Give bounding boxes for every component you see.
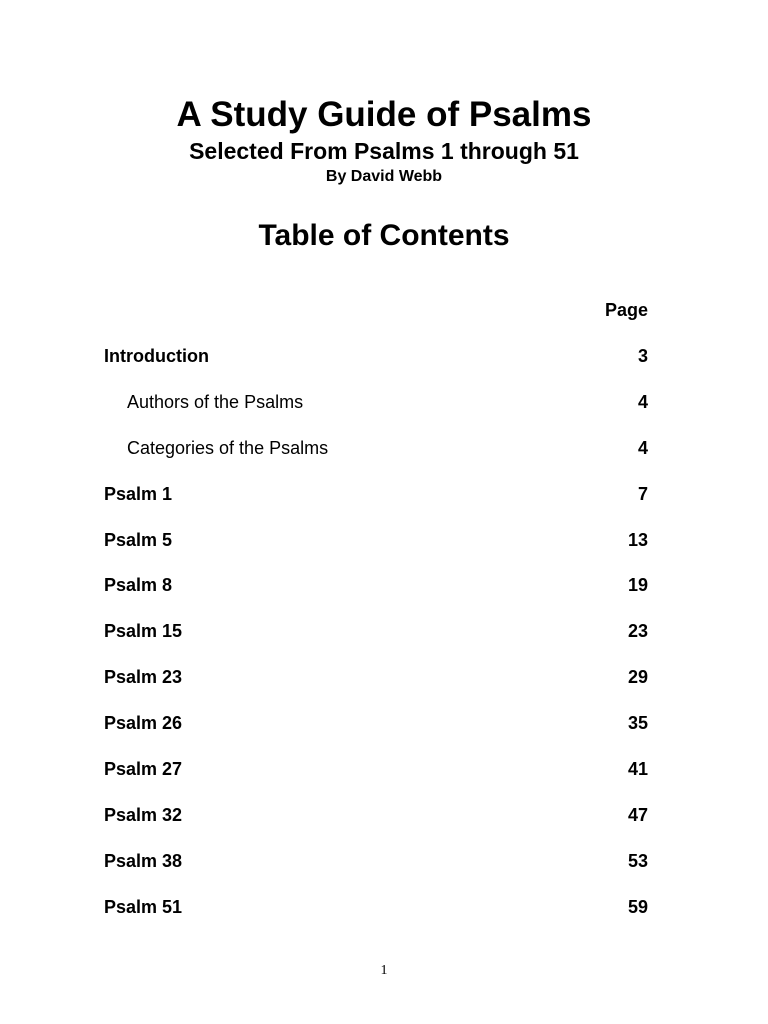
toc-entry	[0, 843, 768, 889]
toc-entry-page: 47	[627, 804, 648, 825]
toc-entry	[0, 659, 768, 705]
toc-entry	[0, 797, 768, 843]
toc-entry-label: Psalm 27	[104, 759, 183, 780]
page-column-header: Page	[604, 300, 648, 320]
toc-entry-label: Psalm 15	[104, 621, 183, 642]
toc-entry-page: 3	[637, 346, 648, 366]
toc-entry-page: 53	[627, 850, 648, 871]
toc-heading: Table of Contents	[258, 219, 510, 252]
toc-subentry	[0, 430, 768, 476]
document-subtitle: Selected From Psalms 1 through 51	[189, 138, 579, 164]
toc-entry	[0, 476, 768, 522]
toc-entry-label: Categories of the Psalms	[127, 437, 329, 458]
toc-entry-page: 59	[627, 896, 648, 917]
toc-entry-label: Psalm 38	[104, 850, 183, 871]
toc-entry	[0, 751, 768, 797]
toc-entry-page: 4	[637, 391, 648, 412]
toc-entry-page: 23	[627, 621, 648, 642]
toc-entry-label: Psalm 1	[104, 483, 173, 504]
toc-entry-page: 19	[627, 575, 648, 596]
toc-entry-label: Psalm 32	[104, 804, 183, 825]
toc-entry-page: 41	[627, 759, 648, 780]
page-number: 1	[380, 963, 388, 978]
toc-entry-page: 4	[637, 437, 648, 458]
document-author: By David Webb	[325, 168, 443, 185]
toc-entry-label: Psalm 23	[104, 667, 183, 688]
toc-entry	[0, 613, 768, 659]
toc-entry-label: Psalm 51	[104, 896, 183, 917]
toc-entry-label: Introduction	[104, 346, 209, 366]
document-title: A Study Guide of Psalms	[176, 95, 592, 134]
toc-entry-page: 13	[627, 529, 648, 550]
toc-entry	[0, 889, 768, 935]
toc-subentry	[0, 384, 768, 430]
toc-entry	[0, 522, 768, 568]
toc-entry-label: Psalm 5	[104, 529, 173, 550]
toc-entry	[0, 705, 768, 751]
toc-entry-page: 29	[627, 667, 648, 688]
toc-entry	[0, 338, 768, 384]
table-of-contents	[0, 338, 768, 935]
toc-entry-page: 7	[637, 483, 648, 504]
toc-entry-page: 35	[627, 713, 648, 734]
toc-entry-label: Psalm 8	[104, 575, 173, 596]
toc-entry	[0, 567, 768, 613]
toc-entry-label: Authors of the Psalms	[127, 391, 304, 412]
toc-entry-label: Psalm 26	[104, 713, 183, 734]
